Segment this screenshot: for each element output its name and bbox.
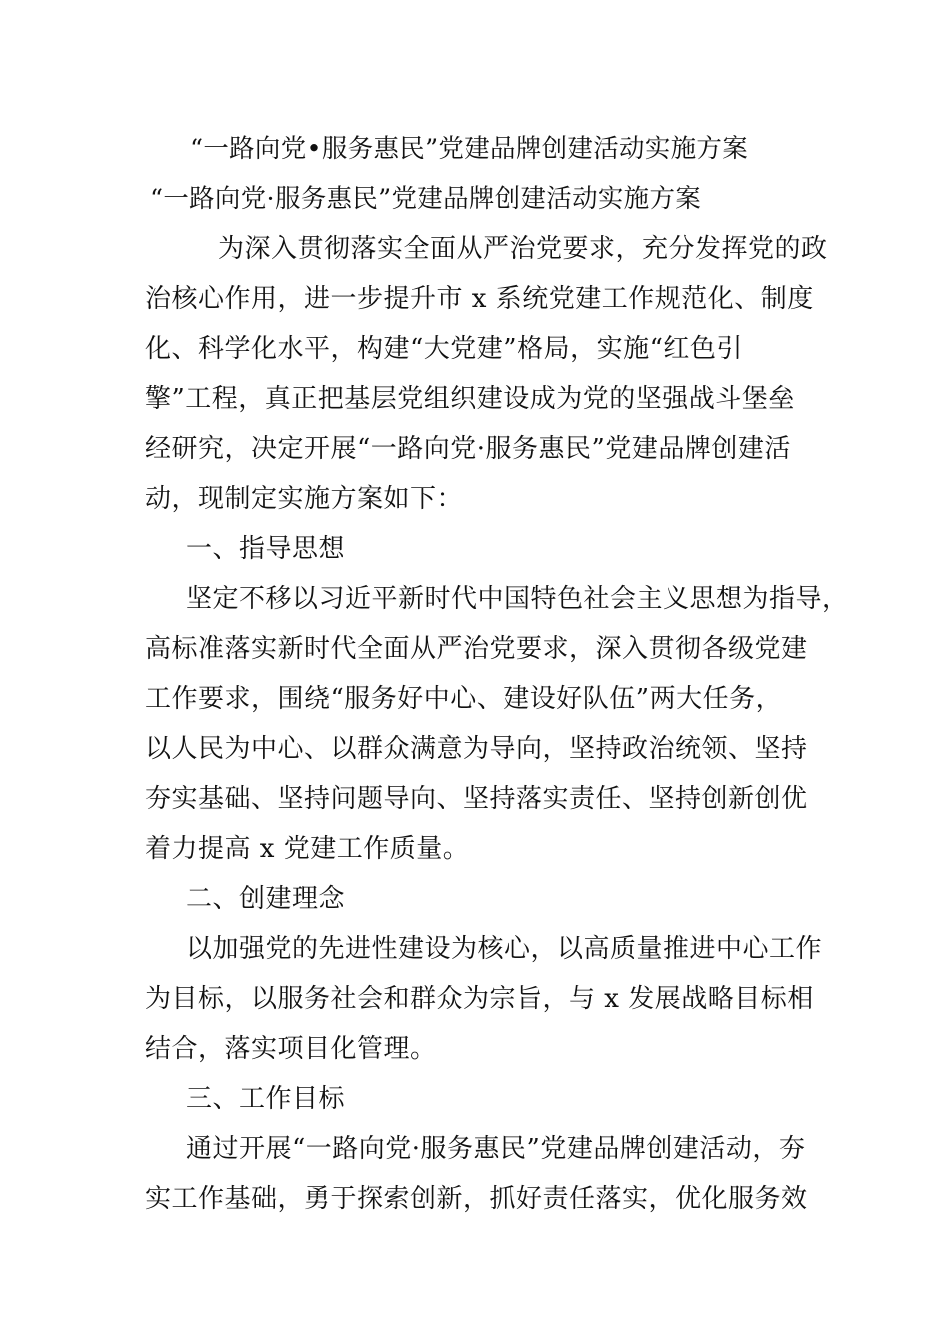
section-line: 工作要求，围绕“服务好中心、建设好队伍”两大任务， [145,684,783,714]
intro-line: 经研究，决定开展“一路向党·服务惠民”党建品牌创建活 [145,434,791,464]
section-line: 实工作基础，勇于探索创新，抓好责任落实，优化服务效 [145,1184,808,1214]
intro-line: 化、科学化水平，构建“大党建”格局，实施“红色引 [145,334,743,364]
section-heading: 一、指导思想 [186,534,346,564]
section-line: 高标准落实新时代全面从严治党要求，深入贯彻各级党建 [145,634,808,664]
intro-line: 治核心作用，进一步提升市 x 系统党建工作规范化、制度 [145,284,814,314]
section-line: 以人民为中心、以群众满意为导向，坚持政治统领、坚持 [145,734,808,764]
section-heading: 二、创建理念 [186,884,346,914]
section-line: 通过开展“一路向党·服务惠民”党建品牌创建活动，夯 [186,1134,806,1164]
section-line: 以加强党的先进性建设为核心，以高质量推进中心工作 [186,934,823,964]
section-line: 坚定不移以习近平新时代中国特色社会主义思想为指导， [186,584,849,614]
section-line: 着力提高 x 党建工作质量。 [145,834,470,864]
document-title: “一路向党•服务惠民”党建品牌创建活动实施方案 [190,134,749,164]
intro-line: 为深入贯彻落实全面从严治党要求，充分发挥党的政 [218,234,828,264]
section-line: 夯实基础、坚持问题导向、坚持落实责任、坚持创新创优 [145,784,808,814]
document-subtitle: “一路向党·服务惠民”党建品牌创建活动实施方案 [150,184,702,214]
intro-line: 擎”工程，真正把基层党组织建设成为党的坚强战斗堡垒 [145,384,795,414]
section-line: 结合，落实项目化管理。 [145,1034,437,1064]
section-heading: 三、工作目标 [186,1084,346,1114]
intro-line: 动，现制定实施方案如下： [145,484,464,514]
section-line: 为目标，以服务社会和群众为宗旨，与 x 发展战略目标相 [145,984,814,1014]
